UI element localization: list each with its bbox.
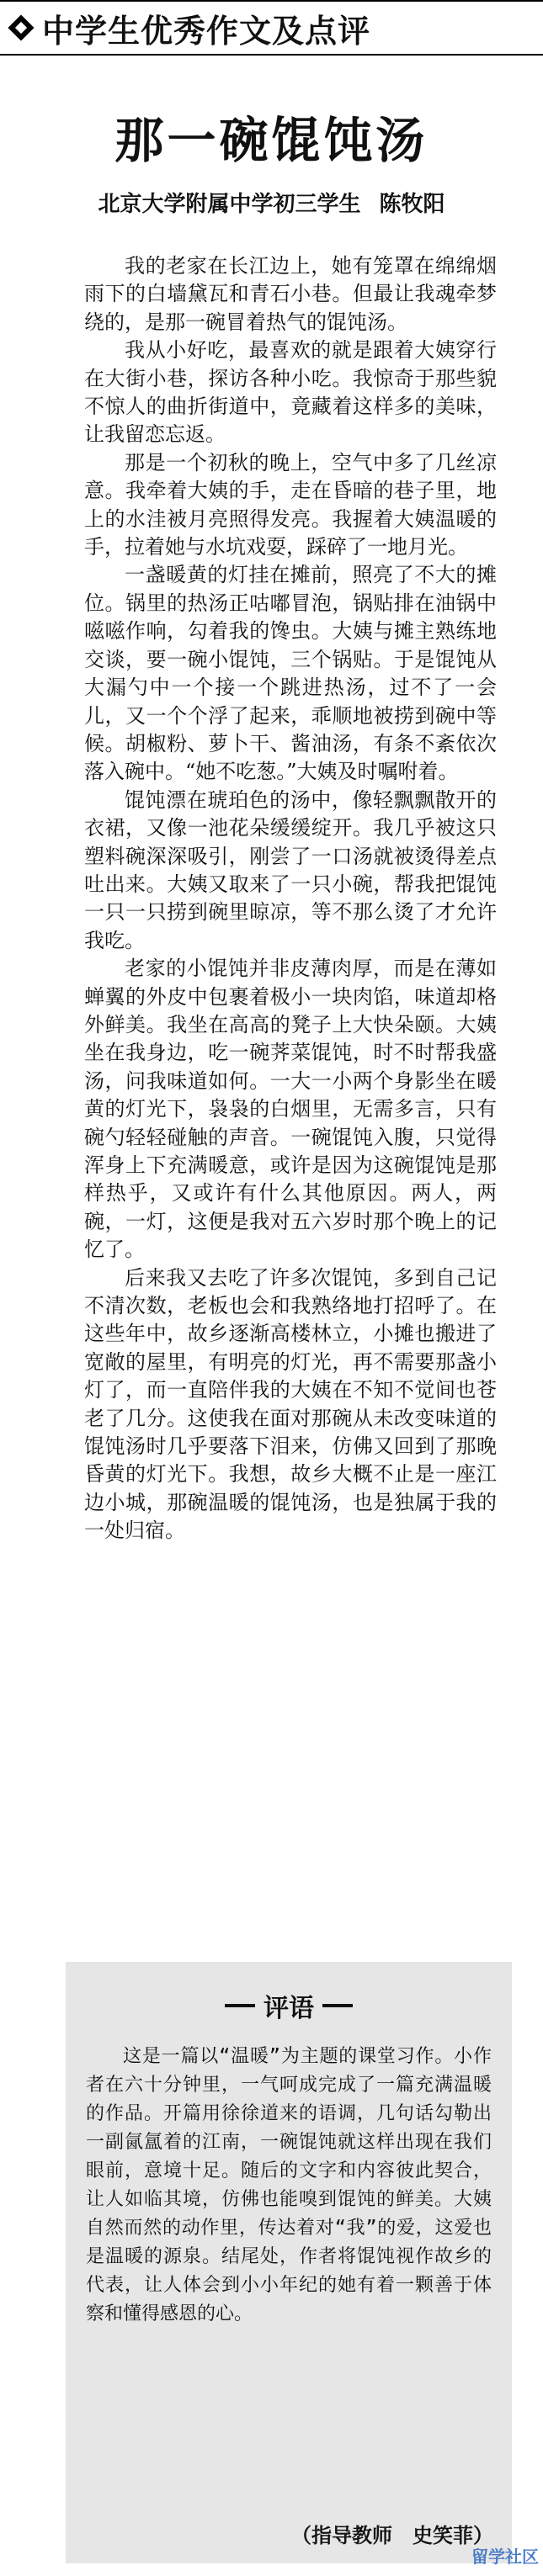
comment-heading-label: 评语 [264, 1994, 314, 2023]
comment-paragraph: 这是一篇以“温暖”为主题的课堂习作。小作者在六十分钟里，一气呵成完成了一篇充满温暖的作品。开篇用徐徐道来的语调，几句话勾勒出一副氤氲着的江南，一碗馄饨就这样出现在我们眼前，意境十足。随后的文字和内容彼此契合，让人如临其境，仿佛也能嗅到馄饨的鲜美。大姨自然而然的动作里，传达着对“我”的爱，这爱也是温暖的源泉。结尾处，作者将馄饨视作故乡的代表，让人体会到小小年纪的她有着一颗善于体察和懂得感恩的心。 [86, 2046, 492, 2324]
article-title: 那一碗馄饨汤 [114, 112, 429, 169]
comment-body [86, 2043, 492, 2329]
site-watermark: 留学社区 [471, 2546, 539, 2567]
body-paragraph: 馄饨漂在琥珀色的汤中，像轻飘飘散开的衣裙，又像一池花朵缓缓绽开。我几乎被这只塑料碗深深吸引，刚尝了一口汤就被烫得差点吐出来。大姨又取来了一只小碗，帮我把馄饨一只一只捞到碗里晾凉，等不那么烫了才允许我吃。 [84, 787, 497, 952]
heading-dash-left [225, 2004, 255, 2007]
article-body [84, 252, 497, 1545]
body-paragraph: 后来我又去吃了许多次馄饨，多到自己记不清次数，老板也会和我熟络地打招呼了。在这些年中，故乡逐渐高楼林立，小摊也搬进了宽敞的屋里，有明亮的灯光，再不需要那盏小灯了，而一直陪伴我的大姨在不知不觉间也苍老了几分。这使我在面对那碗从未改变味道的馄饨汤时几乎要落下泪来，仿佛又回到了那晚昏黄的灯光下。我想，故乡大概不止是一座江边小城，那碗温暖的馄饨汤，也是独属于我的一处归宿。 [84, 1265, 497, 1543]
comment-heading [66, 1987, 512, 2024]
comment-box [66, 1962, 512, 2563]
teacher-signature: （指导教师 史笑菲） [291, 2524, 493, 2547]
body-paragraph: 我从小好吃，最喜欢的就是跟着大姨穿行在大街小巷，探访各种小吃。我惊奇于那些貌不惊人的曲折街道中，竟藏着这样多的美味，让我留恋忘返。 [84, 338, 497, 447]
column-title: 中学生优秀作文及点评 [42, 12, 371, 50]
body-paragraph: 我的老家在长江边上，她有笼罩在绵绵烟雨下的白墙黛瓦和青石小巷。但最让我魂牵梦绕的，是那一碗冒着热气的馄饨汤。 [84, 254, 497, 334]
body-paragraph: 一盏暖黄的灯挂在摊前，照亮了不大的摊位。锅里的热汤正咕嘟冒泡，锅贴排在油锅中嗞嗞作响，勾着我的馋虫。大姨与摊主熟练地交谈，要一碗小馄饨，三个锅贴。于是馄饨从大漏勺中一个接一个跳进热汤，过不了一会儿，又一个个浮了起来，乖顺地被捞到碗中等候。胡椒粉、萝卜干、酱油汤，有条不紊依次落入碗中。“她不吃葱。”大姨及时嘱咐着。 [84, 563, 497, 784]
author-name: 陈牧阳 [379, 192, 445, 217]
body-paragraph: 那是一个初秋的晚上，空气中多了几丝凉意。我牵着大姨的手，走在昏暗的巷子里，地上的水洼被月亮照得发亮。我握着大姨温暖的手，拉着她与水坑戏耍，踩碎了一地月光。 [84, 450, 497, 559]
diamond-icon [8, 14, 34, 40]
author-school: 北京大学附属中学初三学生 [98, 192, 361, 217]
column-header [0, 0, 543, 56]
heading-dash-right [322, 2004, 353, 2007]
byline [0, 187, 543, 218]
body-paragraph: 老家的小馄饨并非皮薄肉厚，而是在薄如蝉翼的外皮中包裹着极小一块肉馅，味道却格外鲜美。我坐在高高的凳子上大快朵颐。大姨坐在我身边，吃一碗荠菜馄饨，时不时帮我盛汤，问我味道如何。一大一小两个身影坐在暖黄的灯光下，袅袅的白烟里，无需多言，只有碗勺轻轻碰触的声音。一碗馄饨入腹，只觉得浑身上下充满暖意，或许是因为这碗馄饨是那样热乎，又或许有什么其他原因。两人，两碗，一灯，这便是我对五六岁时那个晚上的记忆了。 [84, 957, 497, 1262]
